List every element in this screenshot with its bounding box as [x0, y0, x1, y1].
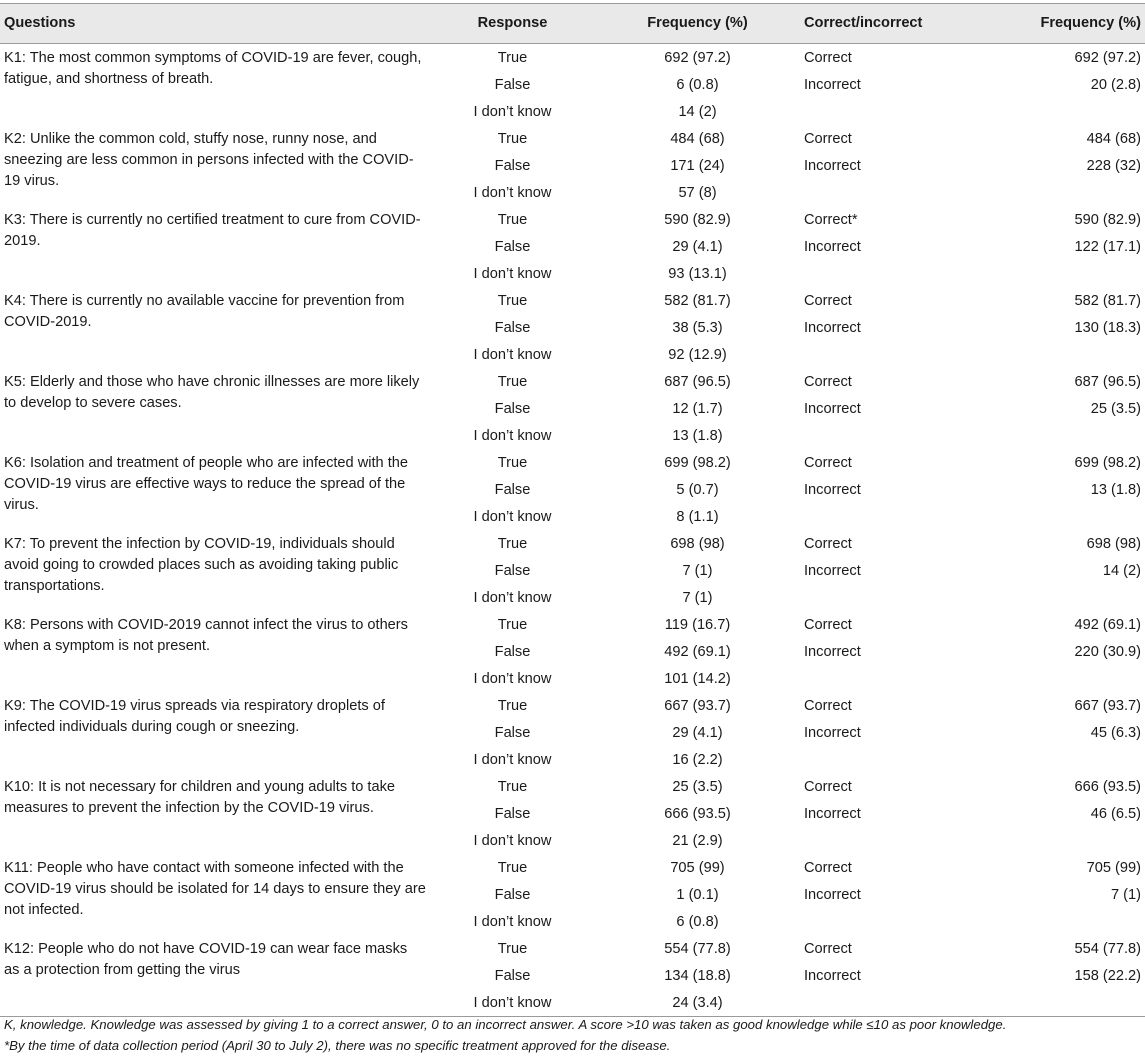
- correct-frequency-value: 699 (98.2): [1074, 455, 1141, 471]
- response-value: False: [494, 968, 531, 984]
- correctness-value: Correct: [804, 131, 852, 147]
- frequency-cell: [595, 206, 800, 287]
- frequency-value: 38 (5.3): [672, 320, 723, 336]
- table-row: [0, 692, 1145, 773]
- frequency-value: 554 (77.8): [664, 941, 731, 957]
- question-cell: [0, 854, 430, 935]
- frequency-value: 7 (1): [682, 590, 713, 606]
- correct-frequency-cell: [940, 530, 1145, 611]
- header-correct-incorrect: Correct/incorrect: [800, 4, 940, 44]
- question-cell: [0, 368, 430, 449]
- response-value: True: [497, 131, 528, 147]
- table-body: [0, 44, 1145, 1017]
- correctness-value: Correct*: [804, 212, 858, 228]
- correctness-cell: [800, 692, 940, 773]
- frequency-cell: [595, 773, 800, 854]
- response-value: False: [494, 482, 531, 498]
- frequency-cell: [595, 125, 800, 206]
- table-row: [0, 44, 1145, 126]
- table-row: [0, 449, 1145, 530]
- correctness-value: Correct: [804, 293, 852, 309]
- response-cell: [430, 692, 595, 773]
- question-cell: [0, 692, 430, 773]
- table-header: [0, 4, 1145, 44]
- response-value: True: [497, 698, 528, 714]
- correct-frequency-value: 582 (81.7): [1074, 293, 1141, 309]
- correctness-value: Incorrect: [804, 644, 861, 660]
- response-cell: [430, 206, 595, 287]
- frequency-cell: [595, 368, 800, 449]
- frequency-cell: [595, 287, 800, 368]
- response-value: I don’t know: [473, 509, 552, 525]
- header-response: Response: [430, 4, 595, 44]
- response-cell: [430, 449, 595, 530]
- question-text: K10: It is not necessary for children and young adults to take measures to prevent the infection by the COVID-19 virus.: [4, 779, 396, 816]
- table-row: [0, 125, 1145, 206]
- correct-frequency-value: 25 (3.5): [1090, 401, 1141, 417]
- question-text: K8: Persons with COVID-2019 cannot infect the virus to others when a symptom is not present.: [4, 617, 408, 654]
- response-value: True: [497, 374, 528, 390]
- frequency-value: 14 (2): [678, 104, 717, 120]
- frequency-value: 1 (0.1): [676, 887, 719, 903]
- frequency-value: 7 (1): [682, 563, 713, 579]
- frequency-value: 119 (16.7): [664, 617, 731, 633]
- header-questions: Questions: [0, 4, 430, 44]
- response-value: True: [497, 941, 528, 957]
- question-cell: [0, 125, 430, 206]
- correct-frequency-value: 7 (1): [1110, 887, 1141, 903]
- question-cell: [0, 935, 430, 1017]
- frequency-cell: [595, 935, 800, 1017]
- correct-frequency-value: 45 (6.3): [1090, 725, 1141, 741]
- frequency-value: 692 (97.2): [664, 50, 731, 66]
- frequency-value: 92 (12.9): [668, 347, 727, 363]
- question-text: K4: There is currently no available vaccine for prevention from COVID-2019.: [4, 293, 405, 330]
- response-cell: [430, 935, 595, 1017]
- correct-frequency-value: 20 (2.8): [1090, 77, 1141, 93]
- frequency-value: 582 (81.7): [664, 293, 731, 309]
- correct-frequency-value: 46 (6.5): [1090, 806, 1141, 822]
- response-value: False: [494, 887, 531, 903]
- frequency-value: 101 (14.2): [664, 671, 731, 687]
- question-text: K9: The COVID-19 virus spreads via respiratory droplets of infected individuals during cough or sneezing.: [4, 698, 385, 735]
- frequency-value: 21 (2.9): [672, 833, 723, 849]
- frequency-value: 699 (98.2): [664, 455, 731, 471]
- correct-frequency-cell: [940, 611, 1145, 692]
- correctness-value: Incorrect: [804, 320, 861, 336]
- response-value: I don’t know: [473, 185, 552, 201]
- response-value: I don’t know: [473, 347, 552, 363]
- frequency-value: 12 (1.7): [672, 401, 723, 417]
- frequency-value: 590 (82.9): [664, 212, 731, 228]
- question-cell: [0, 44, 430, 126]
- frequency-value: 6 (0.8): [676, 77, 719, 93]
- knowledge-table: [0, 3, 1145, 1017]
- frequency-value: 5 (0.7): [676, 482, 719, 498]
- correctness-value: Correct: [804, 860, 852, 876]
- question-text: K7: To prevent the infection by COVID-19, individuals should avoid going to crowded places such as avoiding taking public transportations.: [4, 536, 399, 594]
- table-row: [0, 611, 1145, 692]
- table-row: [0, 368, 1145, 449]
- response-value: False: [494, 239, 531, 255]
- response-value: True: [497, 212, 528, 228]
- correct-frequency-value: 666 (93.5): [1074, 779, 1141, 795]
- frequency-value: 29 (4.1): [672, 239, 723, 255]
- response-value: False: [494, 401, 531, 417]
- frequency-cell: [595, 530, 800, 611]
- response-value: I don’t know: [473, 266, 552, 282]
- frequency-cell: [595, 449, 800, 530]
- response-value: True: [497, 293, 528, 309]
- question-cell: [0, 287, 430, 368]
- frequency-cell: [595, 611, 800, 692]
- header-frequency: Frequency (%): [595, 4, 800, 44]
- correctness-cell: [800, 935, 940, 1017]
- correctness-value: Incorrect: [804, 563, 861, 579]
- response-cell: [430, 287, 595, 368]
- question-text: K5: Elderly and those who have chronic illnesses are more likely to develop to severe cases.: [4, 374, 420, 411]
- correctness-value: Correct: [804, 374, 852, 390]
- correct-frequency-cell: [940, 368, 1145, 449]
- correctness-value: Incorrect: [804, 806, 861, 822]
- correct-frequency-value: 122 (17.1): [1074, 239, 1141, 255]
- response-value: True: [497, 617, 528, 633]
- response-cell: [430, 125, 595, 206]
- response-cell: [430, 773, 595, 854]
- frequency-value: 13 (1.8): [672, 428, 723, 444]
- table-footnotes: [4, 1014, 1142, 1056]
- frequency-value: 134 (18.8): [664, 968, 731, 984]
- frequency-value: 25 (3.5): [672, 779, 723, 795]
- correctness-value: Incorrect: [804, 239, 861, 255]
- question-cell: [0, 449, 430, 530]
- response-value: False: [494, 725, 531, 741]
- correctness-value: Incorrect: [804, 158, 861, 174]
- question-text: K2: Unlike the common cold, stuffy nose, runny nose, and sneezing are less common in persons infected with the COVID-19 virus.: [4, 131, 414, 189]
- correct-frequency-value: 484 (68): [1086, 131, 1141, 147]
- question-text: K11: People who have contact with someone infected with the COVID-19 virus should be isolated for 14 days to ensure they are not infected.: [4, 860, 426, 918]
- correctness-value: Incorrect: [804, 887, 861, 903]
- question-cell: [0, 773, 430, 854]
- correctness-cell: [800, 125, 940, 206]
- correct-frequency-cell: [940, 206, 1145, 287]
- frequency-cell: [595, 44, 800, 126]
- correctness-value: Incorrect: [804, 401, 861, 417]
- correctness-cell: [800, 449, 940, 530]
- correctness-cell: [800, 44, 940, 126]
- footnote-treatment: *By the time of data collection period (April 30 to July 2), there was no specific treatment approved for the disease.: [4, 1038, 671, 1053]
- question-text: K6: Isolation and treatment of people who are infected with the COVID-19 virus are effective ways to reduce the spread of the virus.: [4, 455, 409, 513]
- frequency-value: 93 (13.1): [668, 266, 727, 282]
- response-value: True: [497, 50, 528, 66]
- correctness-cell: [800, 854, 940, 935]
- response-value: I don’t know: [473, 428, 552, 444]
- frequency-cell: [595, 692, 800, 773]
- response-value: True: [497, 860, 528, 876]
- correct-frequency-value: 554 (77.8): [1074, 941, 1141, 957]
- correctness-value: Incorrect: [804, 77, 861, 93]
- table-row: [0, 773, 1145, 854]
- frequency-value: 6 (0.8): [676, 914, 719, 930]
- response-value: I don’t know: [473, 104, 552, 120]
- frequency-value: 667 (93.7): [664, 698, 731, 714]
- correctness-cell: [800, 368, 940, 449]
- frequency-value: 698 (98): [670, 536, 725, 552]
- response-cell: [430, 611, 595, 692]
- response-value: I don’t know: [473, 671, 552, 687]
- response-cell: [430, 854, 595, 935]
- question-cell: [0, 206, 430, 287]
- frequency-value: 484 (68): [670, 131, 725, 147]
- frequency-cell: [595, 854, 800, 935]
- correct-frequency-cell: [940, 935, 1145, 1017]
- frequency-value: 57 (8): [678, 185, 717, 201]
- correctness-value: Incorrect: [804, 968, 861, 984]
- correctness-cell: [800, 611, 940, 692]
- correctness-value: Correct: [804, 50, 852, 66]
- response-value: I don’t know: [473, 995, 552, 1011]
- header-frequency-correct: Frequency (%): [940, 4, 1145, 44]
- response-value: I don’t know: [473, 914, 552, 930]
- correctness-value: Correct: [804, 698, 852, 714]
- correctness-value: Correct: [804, 536, 852, 552]
- response-cell: [430, 44, 595, 126]
- correct-frequency-value: 13 (1.8): [1090, 482, 1141, 498]
- frequency-value: 8 (1.1): [676, 509, 719, 525]
- correct-frequency-value: 590 (82.9): [1074, 212, 1141, 228]
- correctness-value: Incorrect: [804, 482, 861, 498]
- correct-frequency-cell: [940, 773, 1145, 854]
- frequency-value: 666 (93.5): [664, 806, 731, 822]
- table-row: [0, 935, 1145, 1017]
- frequency-value: 492 (69.1): [664, 644, 731, 660]
- question-cell: [0, 611, 430, 692]
- correct-frequency-cell: [940, 125, 1145, 206]
- frequency-value: 24 (3.4): [672, 995, 723, 1011]
- response-value: False: [494, 806, 531, 822]
- response-value: I don’t know: [473, 752, 552, 768]
- response-value: I don’t know: [473, 833, 552, 849]
- header-row: [0, 4, 1145, 44]
- correct-frequency-cell: [940, 692, 1145, 773]
- correctness-cell: [800, 287, 940, 368]
- response-value: True: [497, 455, 528, 471]
- response-cell: [430, 368, 595, 449]
- correctness-cell: [800, 206, 940, 287]
- frequency-value: 705 (99): [670, 860, 725, 876]
- footnote-abbreviation: K, knowledge. Knowledge was assessed by giving 1 to a correct answer, 0 to an incorrect answer. A score >10 was taken as good knowledge while ≤10 as poor knowledge.: [4, 1017, 1007, 1032]
- correct-frequency-value: 687 (96.5): [1074, 374, 1141, 390]
- correct-frequency-value: 158 (22.2): [1074, 968, 1141, 984]
- table-row: [0, 854, 1145, 935]
- correct-frequency-value: 130 (18.3): [1074, 320, 1141, 336]
- correct-frequency-cell: [940, 449, 1145, 530]
- correctness-cell: [800, 530, 940, 611]
- correct-frequency-cell: [940, 287, 1145, 368]
- question-text: K12: People who do not have COVID-19 can wear face masks as a protection from getting the virus: [4, 941, 408, 978]
- correct-frequency-value: 14 (2): [1102, 563, 1141, 579]
- response-value: False: [494, 644, 531, 660]
- correct-frequency-value: 220 (30.9): [1074, 644, 1141, 660]
- frequency-value: 16 (2.2): [672, 752, 723, 768]
- correctness-value: Correct: [804, 617, 852, 633]
- table-row: [0, 287, 1145, 368]
- correct-frequency-cell: [940, 44, 1145, 126]
- frequency-value: 171 (24): [670, 158, 725, 174]
- response-value: False: [494, 77, 531, 93]
- correctness-value: Correct: [804, 779, 852, 795]
- correct-frequency-value: 228 (32): [1086, 158, 1141, 174]
- correct-frequency-value: 692 (97.2): [1074, 50, 1141, 66]
- response-value: I don’t know: [473, 590, 552, 606]
- correct-frequency-value: 705 (99): [1086, 860, 1141, 876]
- question-cell: [0, 530, 430, 611]
- table-row: [0, 530, 1145, 611]
- correct-frequency-value: 492 (69.1): [1074, 617, 1141, 633]
- correctness-cell: [800, 773, 940, 854]
- response-value: False: [494, 563, 531, 579]
- response-value: False: [494, 320, 531, 336]
- response-value: True: [497, 779, 528, 795]
- frequency-value: 687 (96.5): [664, 374, 731, 390]
- response-value: False: [494, 158, 531, 174]
- correct-frequency-value: 698 (98): [1086, 536, 1141, 552]
- response-cell: [430, 530, 595, 611]
- correct-frequency-cell: [940, 854, 1145, 935]
- frequency-value: 29 (4.1): [672, 725, 723, 741]
- question-text: K3: There is currently no certified treatment to cure from COVID-2019.: [4, 212, 421, 249]
- response-value: True: [497, 536, 528, 552]
- correctness-value: Incorrect: [804, 725, 861, 741]
- correctness-value: Correct: [804, 941, 852, 957]
- table-row: [0, 206, 1145, 287]
- question-text: K1: The most common symptoms of COVID-19 are fever, cough, fatigue, and shortness of breath.: [4, 50, 422, 87]
- correctness-value: Correct: [804, 455, 852, 471]
- correct-frequency-value: 667 (93.7): [1074, 698, 1141, 714]
